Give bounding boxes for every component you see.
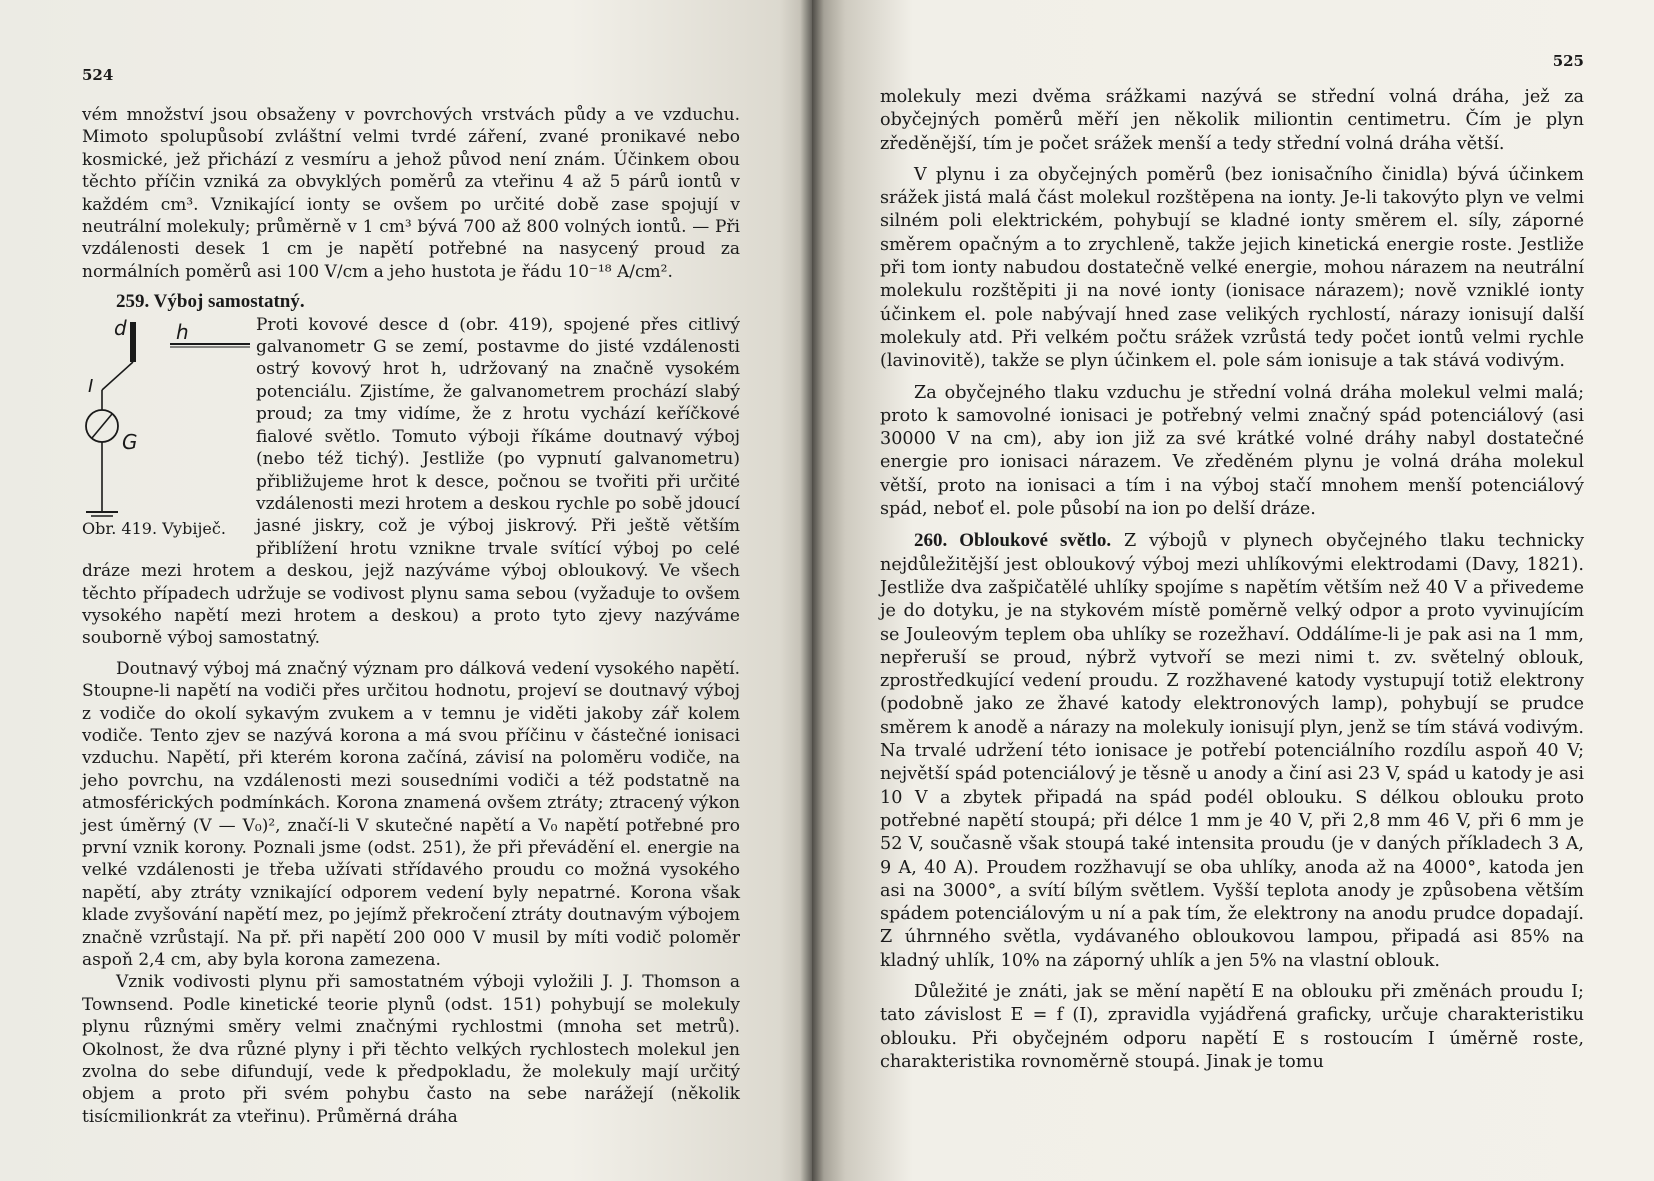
- figure-label-I: I: [88, 375, 94, 397]
- figure-label-d: d: [114, 315, 127, 340]
- paragraph-characteristic: Důležité je znáti, jak se mění napětí E na oblouku při změnách proudu I; tato závislost E = f (I), zpravidla vyjádřená graficky, určuje charakteristiku oblouku. Při obyčejném odporu napětí E s rostoucím I úměrně roste, charakteristika rovnoměrně stoupá. Jinak je tomu: [880, 981, 1584, 1072]
- corona-paragraph: Doutnavý výboj má značný význam pro dálková vedení vysokého napětí. Stoupne-li napětí na vodiči přes určitou hodnotu, projeví se doutnavý výboj z vodiče do okolí sykavým zvukem a v temnu je viděti jakoby zář kolem vodiče. Tento zjev se nazývá korona a má svou příčinu v částečné ionisaci vzduchu. Napětí, při kterém korona začíná, závisí na poloměru vodiče, na jeho povrchu, na vzdálenosti mezi sousedními vodiči a též podstatně na atmosférických podmínkách. Korona znamená ovšem ztráty; ztracený výkon jest úměrný (V — V₀)², značí-li V skutečné napětí a V₀ napětí potřebné pro první vznik korony. Poznali jsme (odst. 251), že při převádění el. energie na velké vzdálenosti je třeba užívati střídavého proudu co možná vysokého napětí, aby ztráty vznikající odporem vedení byly nepatrné. Korona však klade zvyšování napětí mez, po jejímž překročení ztráty doutnavým výbojem značně vzrůstají. Na př. při napětí 200 000 V musil by míti vodič poloměr aspoň 2,4 cm, aby byla korona zamezena.: [82, 658, 740, 971]
- paragraph-impact-ionization: V plynu i za obyčejných poměrů (bez ionisačního činidla) bývá účinkem srážek jistá malá část molekul rozštěpena na ionty. Je-li takovýto plyn ve velmi silném poli elektrickém, pohybují se kladné ionty směrem el. síly, záporné směrem opačným a to zrychleně, takže jejich kinetická energie roste. Jestliže při tom ionty nabudou dostatečně velké energie, mohou nárazem na neutrální molekulu rozštěpiti ji na nové ionty (ionisace nárazem); nově vzniklé ionty účinkem el. pole nabývají hned zase velikých rychlostí, nárazy ionisují další molekuly atd. Při velkém počtu srážek vzrůstá tedy počet iontů velmi rychle (lavinovitě), takže se plyn účinkem el. pole sám ionisuje a tak stává vodivým.: [880, 164, 1584, 372]
- book-gutter: [800, 0, 824, 1181]
- right-page: [812, 0, 1654, 1181]
- section-260-text: Z výbojů v plynech obyčejného tlaku technicky nejdůležitější jest obloukový výboj mezi uhlíkovými elektrodami (Davy, 1821). Jestliže dva zašpičatělé uhlíky spojíme s napětím větším než 40 V a přivedeme je do dotyku, je na stykovém místě poměrně velký odpor a proto vyvinujícím se Jouleovým teplem oba uhlíky se rozežhaví. Oddálíme-li je pak asi na 1 mm, nepřeruší se proud, nýbrž vytvoří se mezi nimi t. zv. světelný oblouk, zprostředkující vedení proudu. Z rozžhavené katody vystupují totiž elektrony (podobně jako ze žhavé katody elektronových lamp), pohybují se prudce směrem k anodě a nárazy na molekuly ionisují plyn, jenž se tím stává vodivým. Na trvalé udržení této ionisace je potřebí potenciálního rozdílu aspoň 40 V; největší spád potenciálový je těsně u anody a činí asi 23 V, spád u katody je asi 10 V a zbytek připadá na spád podél oblouku. S délkou oblouku proto potřebné napětí stoupá; při délce 1 mm je 40 V, při 2,8 mm 46 V, při 6 mm je 52 V, současně však stoupá také intensita proudu (je v daných příkladech 3 A, 9 A, 40 A). Proudem rozžhavují se oba uhlíky, anoda až na 4000°, katoda jen asi na 3000°, a svítí bílým světlem. Vyšší teplota anody je způsobena větším spádem potenciálovým u ní a pak tím, že elektrony na anodu prudce dopadají. Z úhrnného světla, vydávaného obloukovou lampou, připadá asi 85% na kladný uhlík, 10% na záporný uhlík a jen 5% na vlastní oblouk.: [880, 531, 1585, 971]
- thomson-paragraph: Vznik vodivosti plynu při samostatném výboji vyložili J. J. Thomson a Townsend. Podle kinetické teorie plynů (odst. 151) pohybují se molekuly plynu různými směry velmi značnými rychlostmi (mnoha set metrů). Okolnost, že dva různé plyny i při těchto velkých rychlostech molekul jen zvolna do sebe difundují, vede k předpokladu, že molekuly mají určitý objem a proto při svém pohybu často na sebe narážejí (několik tisícmilionkrát za vteřinu). Průměrná dráha: [82, 972, 740, 1127]
- section-260-title: 260. Obloukové světlo.: [914, 530, 1112, 552]
- section-260: [880, 529, 1584, 973]
- figure-419: [78, 316, 250, 536]
- page-number-right: 525: [1552, 52, 1584, 70]
- paragraph-potential-gradient: Za obyčejného tlaku vzduchu je střední volná dráha molekul velmi malá; proto k samovolné ionisaci je potřebný velmi značný spád potenciálový (asi 30000 V na cm), aby ion již za své krátké volné dráhy nabyl dostatečné energie pro ionisaci nárazem. Ve zředěném plynu je volná dráha molekul větší, proto na ionisaci a tím i na výboj stačí mnohem menší potenciálový spád, neboť el. pole působí na ion po delší dráze.: [880, 382, 1584, 520]
- page-number-left: 524: [82, 66, 114, 84]
- paragraph-mean-free-path: molekuly mezi dvěma srážkami nazývá se střední volná dráha, jež za obyčejných poměrů měří jen několik miliontin centimetru. Čím je plyn zředěnější, tím je počet srážek menší a tedy střední volná dráha větší.: [880, 87, 1584, 154]
- discharger-diagram: [78, 316, 250, 536]
- figure-caption: Obr. 419. Vybiječ.: [82, 518, 226, 538]
- section-259-title: 259. Výboj samostatný.: [116, 291, 305, 313]
- figure-label-G: G: [122, 429, 138, 454]
- intro-paragraph: vém množství jsou obsaženy v povrchových vrstvách půdy a ve vzduchu. Mimoto spolupůsobí zvláštní velmi tvrdé záření, zvané pronikavé nebo kosmické, jež přichází z vesmíru a jehož původ není znám. Účinkem obou těchto příčin vzniká za obvyklých poměrů za vteřinu 4 až 5 párů iontů v každém cm³. Vznikající ionty se ovšem po určité době zase spojují v neutrální molekuly; průměrně v 1 cm³ bývá 700 až 800 volných iontů. — Při vzdálenosti desek 1 cm je napětí potřebné na nasycený proud za normálních poměrů asi 100 V/cm a jeho hustota je řádu 10⁻¹⁸ A/cm².: [82, 105, 740, 282]
- left-page: [0, 0, 812, 1181]
- section-259-text: Proti kovové desce d (obr. 419), spojené přes citlivý galvanometr G se zemí, postavme do jisté vzdálenosti ostrý kovový hrot h, udržovaný na značně vysokém potenciálu. Zjistíme, že galvanometrem prochází slabý proud; za tmy vidíme, že z hrotu vychází keříčkové fialové světlo. Tomuto výboji říkáme doutnavý výboj (nebo též tichý). Jestliže (po vypnutí galvanometru) přibližujeme hrot k desce, počnou se tvořiti při určité vzdálenosti mezi hrotem a deskou rychle po sobě jdoucí jasné jiskry, což je výboj jiskrový. Při ještě větším přiblížení hrotu vznikne trvale svítící výboj po celé dráze mezi hrotem a deskou, jejž nazýváme výboj obloukový. Ve všech těchto případech udržuje se vodivost plynu sama sebou (vyžaduje to ovšem vysokého napětí mezi hrotem a deskou) a proto tyto zjevy nazýváme souborně výboj samostatný.: [82, 314, 740, 649]
- section-259: [82, 291, 740, 313]
- figure-label-h: h: [176, 319, 189, 344]
